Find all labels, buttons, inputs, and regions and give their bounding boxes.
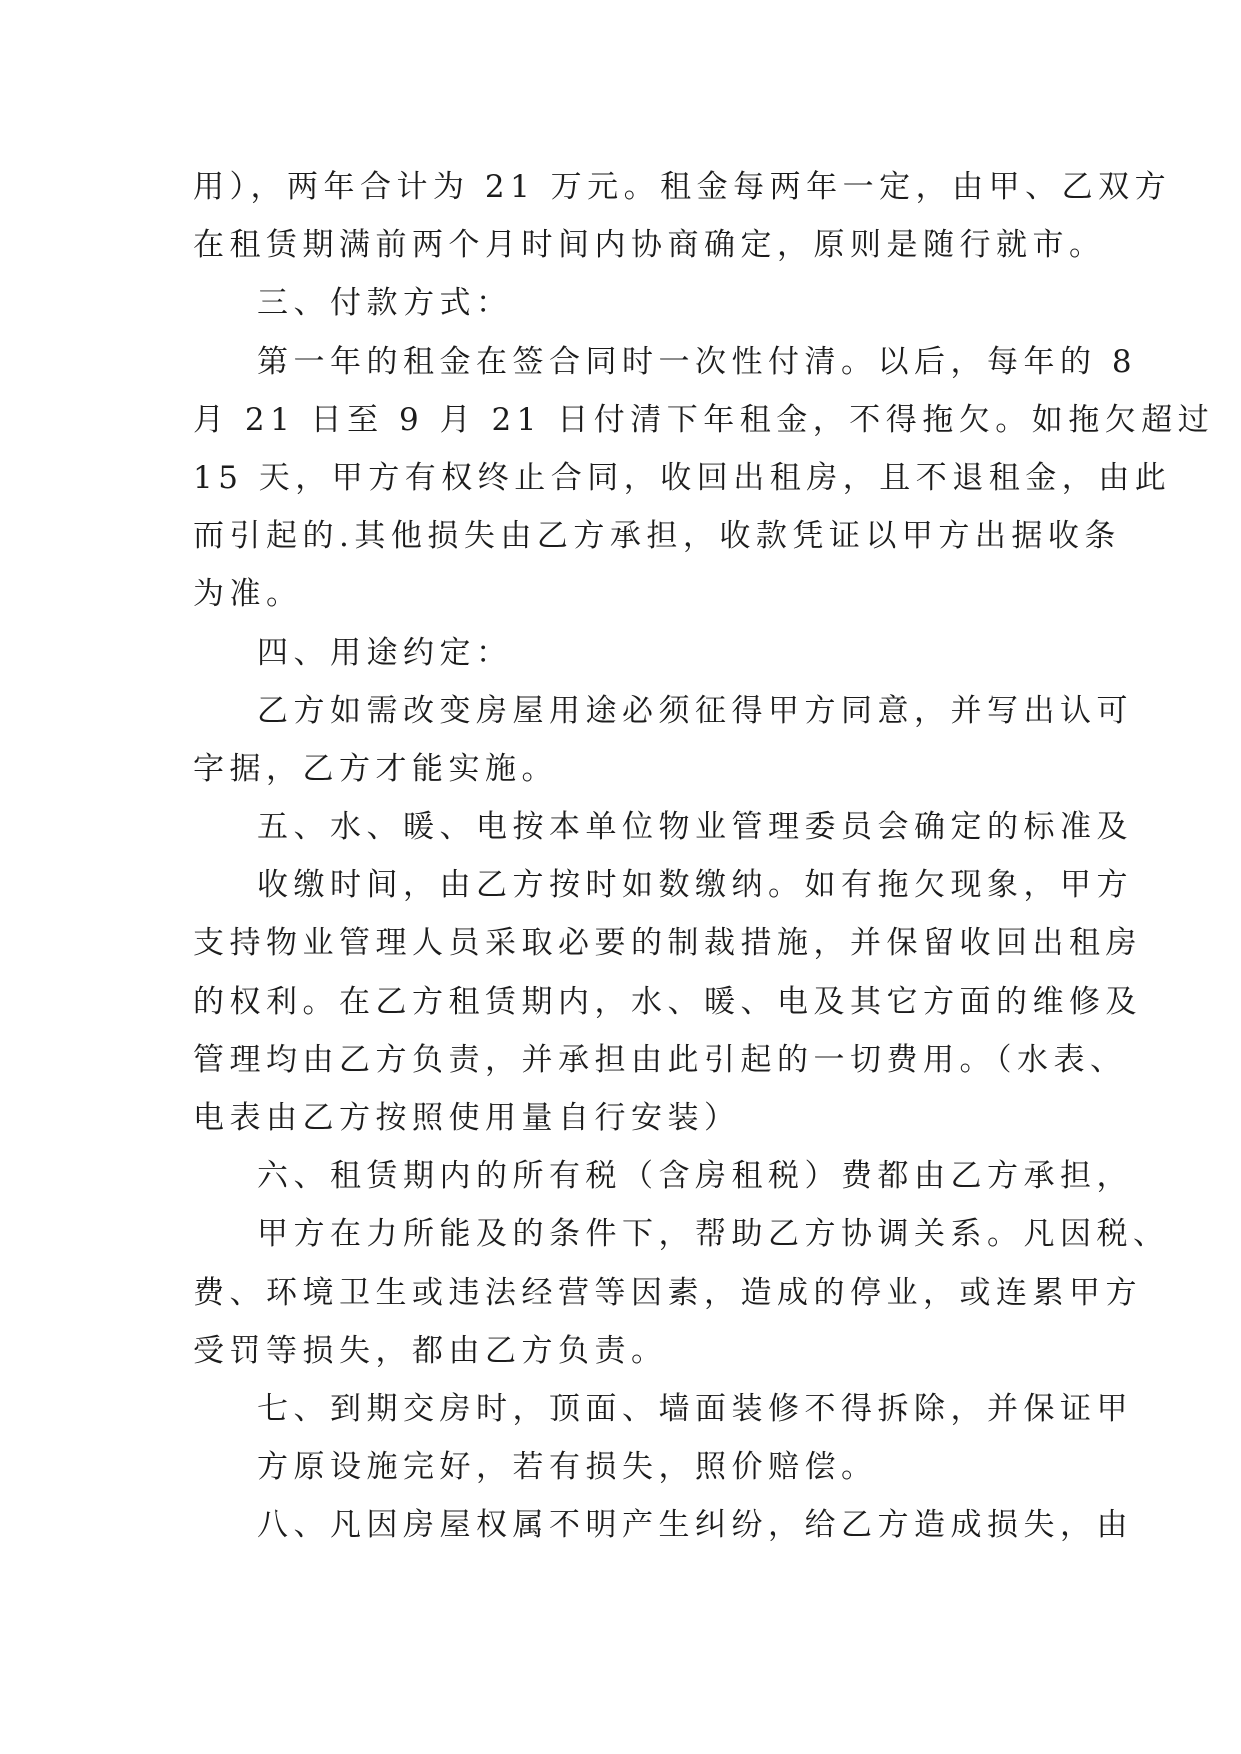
- text-line: 15 天，甲方有权终止合同，收回出租房，且不退租金，由此: [193, 459, 1172, 496]
- text-line: 的权利。在乙方租赁期内，水、暖、电及其它方面的维修及: [193, 983, 1142, 1020]
- text-line: 四、用途约定：: [257, 634, 513, 671]
- text-line: 电表由乙方按照使用量自行安装）: [193, 1100, 741, 1136]
- text-line: 第一年的租金在签合同时一次性付清。以后，每年的 8: [257, 343, 1138, 380]
- text-line: 乙方如需改变房屋用途必须征得甲方同意，并写出认可: [257, 692, 1133, 729]
- text-line: 受罚等损失，都由乙方负责。: [193, 1332, 668, 1369]
- text-line: 为准。: [193, 576, 303, 613]
- text-line: 字据，乙方才能实施。: [193, 750, 558, 787]
- text-line: 收缴时间，由乙方按时如数缴纳。如有拖欠现象，甲方: [257, 867, 1133, 904]
- text-line: 用），两年合计为 21 万元。租金每两年一定，由甲、乙双方: [193, 169, 1172, 205]
- text-line: 八、凡因房屋权属不明产生纠纷，给乙方造成损失，由: [257, 1507, 1133, 1544]
- text-line: 甲方在力所能及的条件下，帮助乙方协调关系。凡因税、: [257, 1216, 1170, 1253]
- text-line: 三、付款方式：: [257, 285, 513, 322]
- text-line: 在租赁期满前两个月时间内协商确定，原则是随行就市。: [193, 227, 1106, 264]
- text-line: 方原设施完好，若有损失，照价赔偿。: [257, 1449, 878, 1486]
- text-line: 五、水、暖、电按本单位物业管理委员会确定的标准及: [257, 809, 1133, 846]
- text-line: 管理均由乙方负责，并承担由此引起的一切费用。（水表、: [193, 1041, 1127, 1078]
- text-line: 六、租赁期内的所有税（含房租税）费都由乙方承担，: [257, 1158, 1133, 1195]
- document-body: [193, 158, 1215, 1555]
- text-line: 而引起的.其他损失由乙方承担，收款凭证以甲方出据收条: [193, 518, 1121, 555]
- text-line: 支持物业管理人员采取必要的制裁措施，并保留收回出租房: [193, 925, 1142, 962]
- text-line: 七、到期交房时，顶面、墙面装修不得拆除，并保证甲: [257, 1390, 1133, 1427]
- text-line: 费、环境卫生或违法经营等因素，造成的停业，或连累甲方: [193, 1274, 1142, 1311]
- text-line: 月 21 日至 9 月 21 日付清下年租金，不得拖欠。如拖欠超过: [193, 401, 1215, 438]
